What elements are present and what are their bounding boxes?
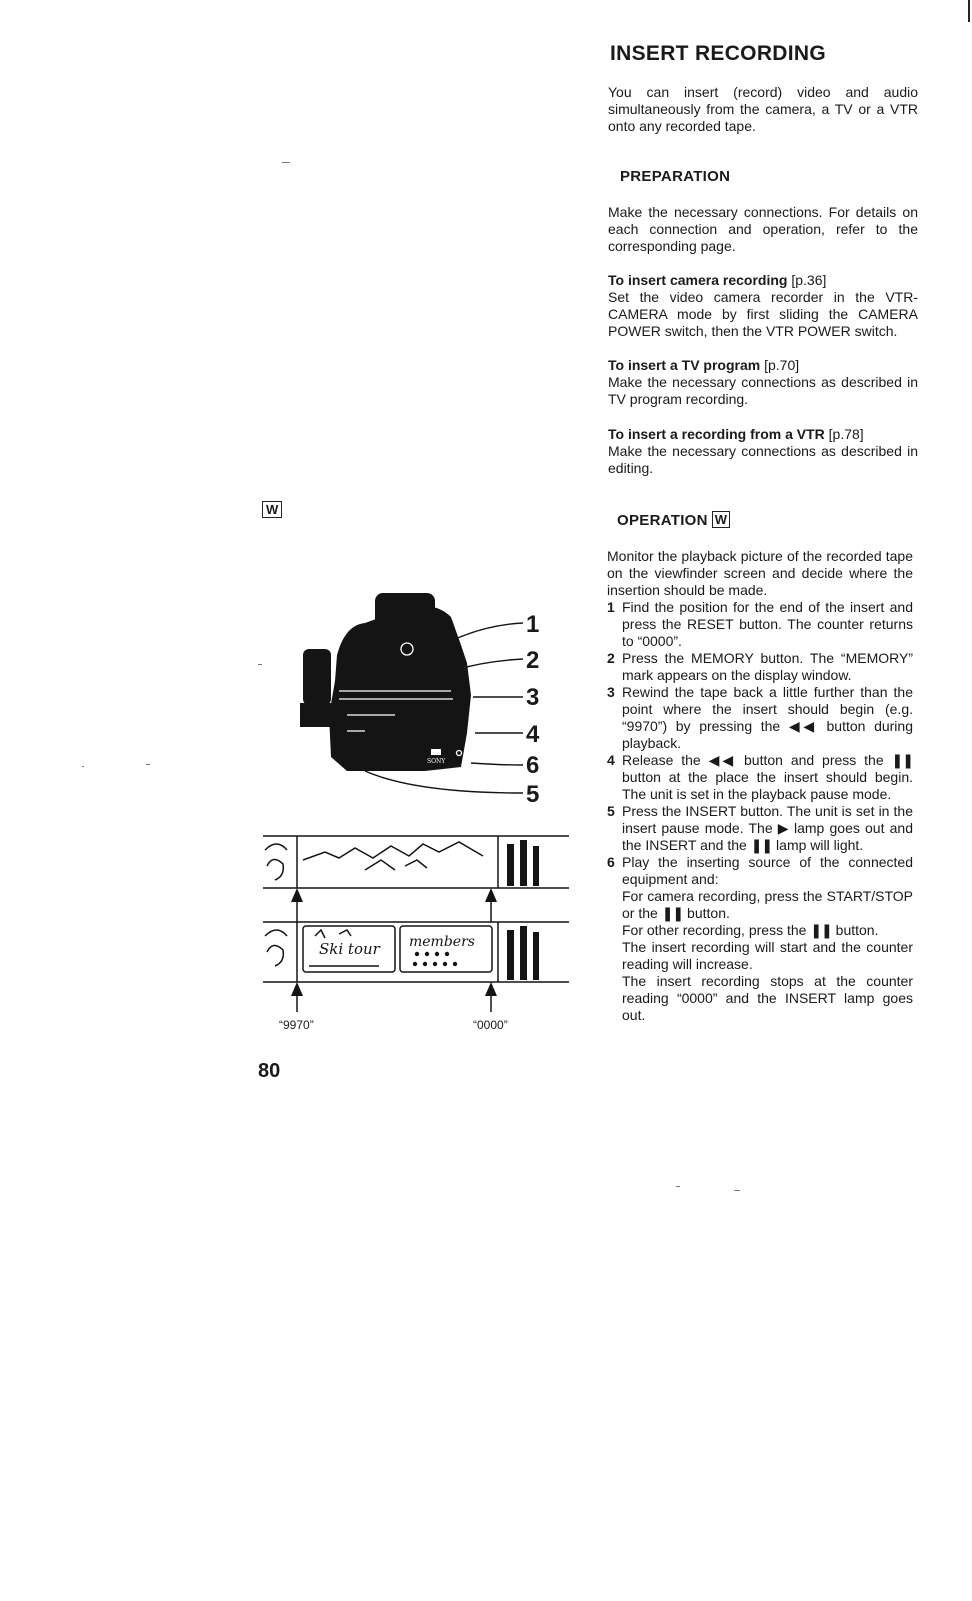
step-text: button. <box>831 922 879 938</box>
step-text: Play the inserting source of the connected equipment and: <box>622 854 913 887</box>
step-text: Rewind the tape back a little further than the point where the insert should begin (e.g. “9970”) by pressing the <box>622 684 913 734</box>
subsection-text: Make the necessary connections as described in editing. <box>608 443 918 476</box>
page-edge-mark <box>968 0 970 22</box>
camera-figure <box>255 585 555 820</box>
subsection-title: To insert a recording from a VTR <box>608 426 825 442</box>
pause-icon: ❚❚ <box>750 837 773 853</box>
step-6 <box>607 854 913 1024</box>
counter-label-end: “0000” <box>473 1018 508 1032</box>
tape-figure <box>255 830 575 1045</box>
step-number: 4 <box>607 752 615 768</box>
preparation-block <box>608 204 918 255</box>
page-title: INSERT RECORDING <box>610 42 826 65</box>
step-text: Release the <box>622 752 709 768</box>
subsection-title: To insert a TV program <box>608 357 761 373</box>
tape-members-card: members <box>409 934 475 950</box>
scan-speck <box>282 162 290 163</box>
step-text: lamp will light. <box>772 837 864 853</box>
step-5 <box>607 803 913 854</box>
tape-illustration <box>255 830 575 1040</box>
rewind-icon: ◀◀ <box>788 718 818 734</box>
step-number: 6 <box>607 854 615 870</box>
callout-3: 3 <box>526 684 540 711</box>
step-2 <box>607 650 913 684</box>
step-text: button at the place the insert should begin. The unit is set in the playback pause mode. <box>622 769 913 802</box>
scan-speck <box>82 766 84 767</box>
page-ref: [p.78] <box>828 426 864 442</box>
operation-block <box>607 548 913 1024</box>
brand-logo: SONY <box>427 758 446 765</box>
callout-2: 2 <box>526 647 540 674</box>
scan-speck <box>734 1190 740 1191</box>
step-text: For other recording, press the <box>622 922 811 938</box>
step-4 <box>607 752 913 803</box>
camera-button-shape <box>431 749 441 755</box>
steps-list <box>607 599 913 1024</box>
scan-speck <box>258 664 262 665</box>
intro-block <box>608 84 918 135</box>
play-icon: ▶ <box>777 820 789 836</box>
intro-text: You can insert (record) video and audio simultaneously from the camera, a TV or a VTR onto any recorded tape. <box>608 84 918 134</box>
subsection-title: To insert camera recording <box>608 272 788 288</box>
step-text: Find the position for the end of the insert and press the RESET button. The counter returns to “0000”. <box>622 599 913 649</box>
subsection-tv <box>608 357 918 408</box>
step-number: 2 <box>607 650 615 666</box>
page-ref: [p.70] <box>764 357 800 373</box>
page-number: 80 <box>258 1060 281 1082</box>
step-text: button. <box>683 905 730 921</box>
w-badge: W <box>712 511 731 528</box>
subsection-vtr <box>608 426 918 477</box>
scan-speck <box>676 1186 680 1187</box>
pause-icon: ❚❚ <box>810 922 832 938</box>
step-text: button during playback. <box>622 718 913 751</box>
subsection-camera <box>608 272 918 340</box>
operation-intro: Monitor the playback picture of the recorded tape on the viewfinder screen and decide where the insertion should be made. <box>607 548 913 598</box>
counter-label-start: “9970” <box>279 1018 314 1032</box>
step-1 <box>607 599 913 650</box>
page-ref: [p.36] <box>791 272 827 288</box>
preparation-text: Make the necessary connections. For details on each connection and operation, refer to the corresponding page. <box>608 204 918 254</box>
preparation-heading: PREPARATION <box>620 168 731 185</box>
step-text: For camera recording, press the START/STOP or the <box>622 888 913 921</box>
step-number: 5 <box>607 803 615 819</box>
tape-title-card: Ski tour <box>319 940 380 958</box>
camera-illustration <box>255 585 555 815</box>
step-text: The insert recording stops at the counter reading “0000” and the INSERT lamp goes out. <box>622 973 913 1023</box>
callout-1: 1 <box>526 611 540 638</box>
pause-icon: ❚❚ <box>891 752 913 768</box>
subsection-text: Make the necessary connections as described in TV program recording. <box>608 374 918 407</box>
step-3 <box>607 684 913 752</box>
step-text: button and press the <box>736 752 892 768</box>
subsection-text: Set the video camera recorder in the VTR-CAMERA mode by first sliding the CAMERA POWER switch, then the VTR POWER switch. <box>608 289 918 339</box>
step-text: Press the INSERT button. The unit is set in the insert pause mode. The <box>622 803 913 836</box>
callout-5: 5 <box>526 781 540 808</box>
step-number: 1 <box>607 599 615 615</box>
pause-icon: ❚❚ <box>661 905 684 921</box>
step-number: 3 <box>607 684 615 700</box>
step-text: The insert recording will start and the counter reading will increase. <box>622 939 913 972</box>
operation-heading <box>617 511 730 529</box>
rewind-icon: ◀◀ <box>708 752 737 768</box>
callout-6: 6 <box>526 752 540 779</box>
callout-4: 4 <box>526 721 540 748</box>
step-text: lamp goes out and the INSERT and the <box>622 820 913 853</box>
operation-heading-text: OPERATION <box>617 512 708 529</box>
step-text: Press the MEMORY button. The “MEMORY” mark appears on the display window. <box>622 650 913 683</box>
figure-w-badge: W <box>262 501 282 518</box>
scan-speck <box>146 764 150 765</box>
